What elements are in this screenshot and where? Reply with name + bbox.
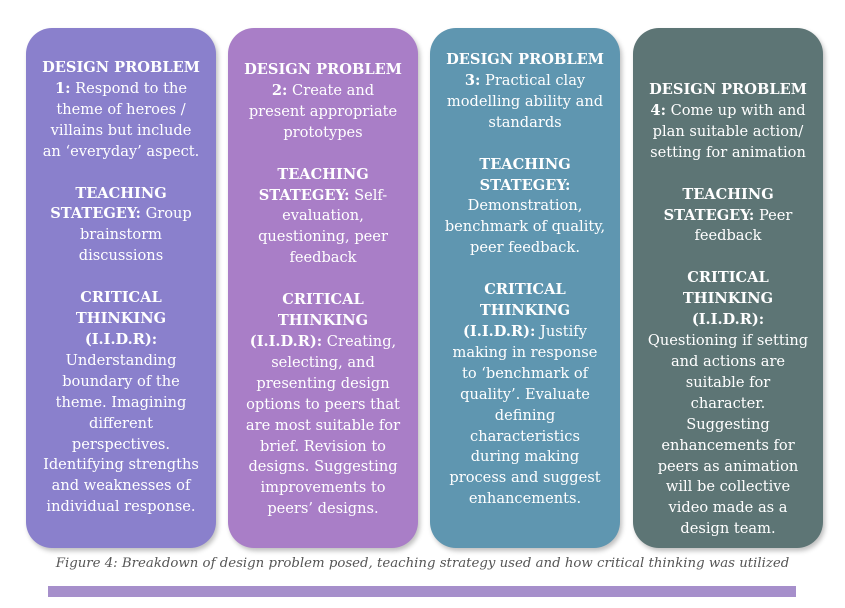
teaching-strategy-section [647,185,809,248]
teaching-strategy-text: Self-evaluation, questioning, peer feedback [258,186,388,267]
critical-thinking-text: Creating, selecting, and presenting design options to peers that are most suitable for brief. Revision to designs. Suggesting improvements to peers’ designs. [245,332,401,518]
critical-thinking-heading: CRITICAL THINKING (I.I.D.R): [682,269,774,329]
teaching-strategy-text: Peer feedback [694,206,793,245]
teaching-strategy-heading: TEACHING STATEGEY: [258,165,369,204]
design-problem-text: Respond to the theme of heroes / villains but include an ‘everyday’ aspect. [42,79,200,160]
design-problem-card-3 [430,28,620,548]
footer-bar [48,586,796,597]
design-problem-section [40,58,202,163]
teaching-strategy-heading: TEACHING STATEGEY: [663,185,774,224]
teaching-strategy-text: Demonstration, benchmark of quality, peer feedback. [444,197,606,257]
critical-thinking-section [242,290,404,520]
critical-thinking-text: Justify making in response to ‘benchmark of quality’. Evaluate defining characteristics during making process and suggest enhancements. [449,322,601,508]
critical-thinking-text: Questioning if setting and actions are suitable for character. Suggesting enhancements for peers as animation will be collective video made as a design team. [647,332,809,538]
design-problem-section [242,60,404,144]
teaching-strategy-heading: TEACHING STATEGEY: [479,155,571,194]
teaching-strategy-section [40,184,202,268]
teaching-strategy-text: Group brainstorm discussions [78,205,192,265]
design-problem-text: Come up with and plan suitable action/ setting for animation [650,101,806,161]
design-problem-text: Practical clay modelling ability and standards [446,71,604,131]
design-problem-card-1 [26,28,216,548]
design-problem-heading: DESIGN PROBLEM 1: [42,59,200,97]
critical-thinking-section [40,288,202,518]
design-problem-heading: DESIGN PROBLEM 3: [446,51,604,89]
design-problem-section [444,50,606,134]
design-problem-card-2 [228,28,418,548]
critical-thinking-heading: CRITICAL THINKING (I.I.D.R): [75,289,167,348]
teaching-strategy-heading: TEACHING STATEGEY: [50,184,167,223]
critical-thinking-heading: CRITICAL THINKING (I.I.D.R): [463,281,571,340]
critical-thinking-section [444,280,606,510]
critical-thinking-text: Understanding boundary of the theme. Imagining different perspectives. Identifying strengths and weaknesses of individual response. [43,351,199,516]
design-problem-card-4 [633,28,823,548]
design-problem-heading: DESIGN PROBLEM 2: [244,61,402,99]
critical-thinking-heading: CRITICAL THINKING (I.I.D.R): [249,291,369,350]
figure-caption: Figure 4: Breakdown of design problem posed, teaching strategy used and how critical thinking was utilized [55,556,790,571]
design-problem-section [647,80,809,164]
critical-thinking-section [647,268,809,540]
design-problem-heading: DESIGN PROBLEM 4: [649,81,807,119]
design-problem-text: Create and present appropriate prototypes [248,81,398,141]
teaching-strategy-section [242,165,404,270]
teaching-strategy-section [444,155,606,260]
